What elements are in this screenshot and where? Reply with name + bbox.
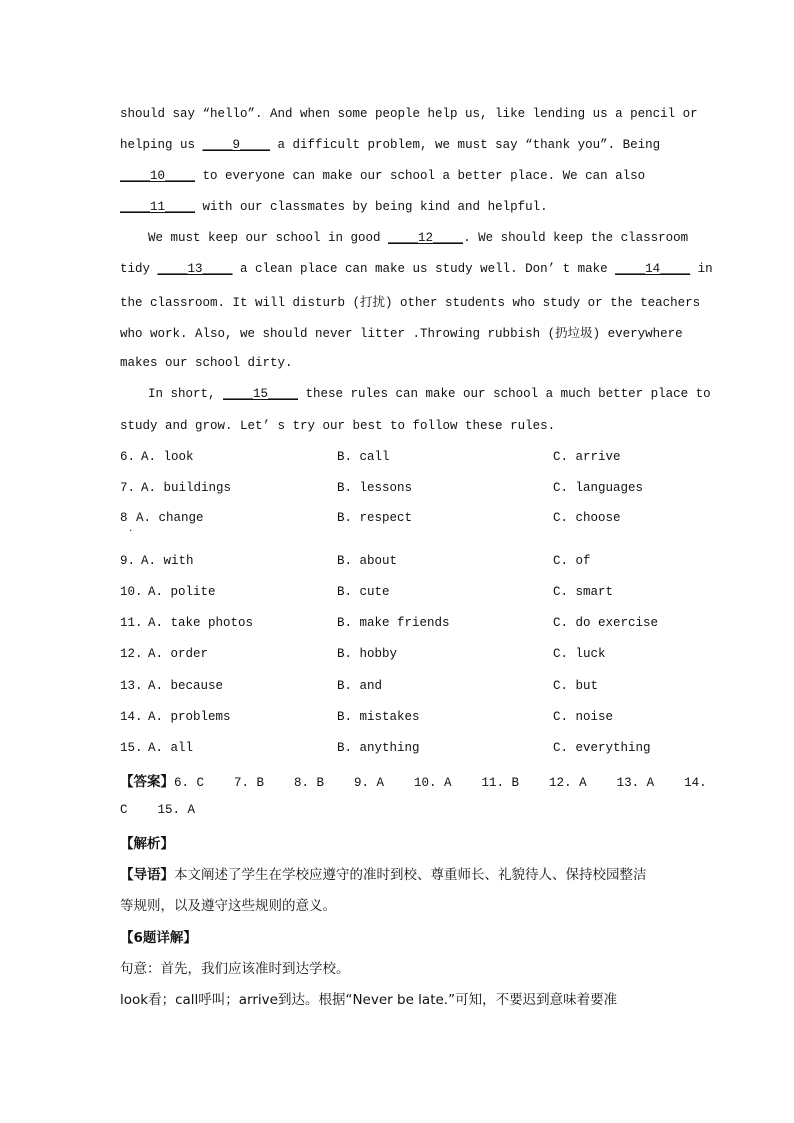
q6-explanation: look看；call呼叫；arrive到达。根据“Never be late.”可知，不要迟到意味着要准 (120, 992, 618, 1008)
dot-mark: · (128, 526, 134, 536)
blank-10: ____10____ (120, 169, 196, 183)
answer-keys: 6. C 7. B 8. B 9. A 10. A 11. B 12. A 13. A 14. (174, 776, 707, 790)
passage-line-10: In short, ____15____ these rules can make our school a much better place to (148, 387, 711, 401)
q6-meaning: 句意：首先，我们应该准时到达学校。 (120, 961, 350, 977)
passage-line-7: the classroom. It will disturb (打扰) other students who study or the teachers (120, 296, 701, 310)
blank-11: ____11____ (120, 200, 196, 214)
passage-line-9: makes our school dirty. (120, 356, 293, 370)
passage-line-6: tidy ____13____ a clean place can make us study well. Don’ t make ____14____ in (120, 262, 713, 276)
passage-line-5: We must keep our school in good ____12____. We should keep the classroom (148, 231, 689, 245)
blank-13: ____13____ (157, 262, 233, 276)
blank-9: ____9____ (202, 138, 271, 152)
guide-line-2: 等规则，以及遵守这些规则的意义。 (120, 898, 336, 914)
blank-15: ____15____ (223, 387, 299, 401)
guide-label: 【导语】 (120, 867, 174, 883)
answer-line-1 (120, 770, 707, 791)
blank-12: ____12____ (388, 231, 464, 245)
analysis-heading: 【解析】 (120, 836, 174, 852)
passage-line-1: should say “hello”. And when some people help us, like lending us a pencil or (120, 107, 698, 121)
passage-line-3: ____10____ to everyone can make our school a better place. We can also (120, 169, 646, 183)
passage-line-8: who work. Also, we should never litter .Throwing rubbish (扔垃圾) everywhere (120, 327, 683, 341)
passage-line-11: study and grow. Let’ s try our best to follow these rules. (120, 419, 556, 433)
passage-line-4: ____11____ with our classmates by being kind and helpful. (120, 200, 548, 214)
guide-line-1: 【导语】本文阐述了学生在学校应遵守的准时到校、尊重师长、礼貌待人、保持校园整洁 (120, 867, 647, 883)
answer-label: 【答案】 (120, 774, 174, 790)
answer-line-2: C 15. A (120, 803, 196, 817)
q6-heading: 【6题详解】 (120, 930, 197, 946)
passage-line-2: helping us ____9____ a difficult problem, we must say “thank you”. Being (120, 138, 661, 152)
blank-14: ____14____ (615, 262, 691, 276)
